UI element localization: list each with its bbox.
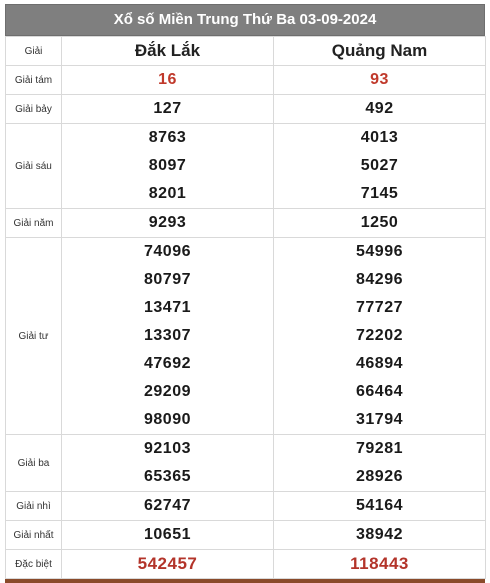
prize-cell — [274, 550, 486, 579]
special-prize-number: 542457 — [137, 554, 198, 573]
prize-number: 9293 — [148, 214, 187, 231]
prize-row-g5 — [6, 209, 486, 238]
prize-number: 492 — [365, 100, 394, 117]
prize-cell — [62, 95, 274, 124]
province-header-daklak: Đắk Lắk — [62, 37, 274, 66]
prize-number: 74096 — [144, 243, 191, 260]
prize-label: Giải tám — [6, 66, 62, 95]
prize-number: 5027 — [360, 157, 399, 174]
prize-row-g8 — [6, 66, 486, 95]
prize-number: 62747 — [144, 497, 191, 514]
prize-cell — [274, 124, 486, 209]
prize-number: 84296 — [356, 271, 403, 288]
prize-row-g7 — [6, 95, 486, 124]
prize-number: 46894 — [356, 355, 403, 372]
prize-number: 66464 — [356, 383, 403, 400]
prize-number: 8201 — [148, 185, 187, 202]
prize-number: 77727 — [356, 299, 403, 316]
prize-row-g1 — [6, 521, 486, 550]
prize-cell — [274, 521, 486, 550]
prize-column-header: Giải — [6, 37, 62, 66]
prize-cell — [62, 492, 274, 521]
prize-cell — [274, 238, 486, 435]
results-table — [5, 36, 486, 579]
prize-label: Giải nhất — [6, 521, 62, 550]
prize-cell — [62, 124, 274, 209]
prize-cell — [62, 238, 274, 435]
prize-label: Giải bảy — [6, 95, 62, 124]
lottery-results-panel — [5, 0, 485, 583]
footer-bar — [5, 579, 485, 583]
prize-cell — [62, 209, 274, 238]
prize-number: 4013 — [360, 129, 399, 146]
prize-number: 93 — [370, 71, 389, 88]
prize-number: 79281 — [356, 440, 403, 457]
prize-cell — [274, 95, 486, 124]
prize-number: 31794 — [356, 411, 403, 428]
prize-row-g2 — [6, 492, 486, 521]
prize-cell — [62, 66, 274, 95]
prize-number: 54996 — [356, 243, 403, 260]
prize-number: 13307 — [144, 327, 191, 344]
prize-row-g6 — [6, 124, 486, 209]
prize-number: 98090 — [144, 411, 191, 428]
prize-cell — [274, 435, 486, 492]
prize-number: 38942 — [356, 526, 403, 543]
prize-cell — [62, 521, 274, 550]
prize-number: 29209 — [144, 383, 191, 400]
prize-number: 8763 — [148, 129, 187, 146]
special-prize-number: 118443 — [350, 554, 409, 573]
province-header-quangnam: Quảng Nam — [274, 37, 486, 66]
header-row — [6, 37, 486, 66]
prize-number: 8097 — [148, 157, 187, 174]
prize-number: 72202 — [356, 327, 403, 344]
prize-row-g3 — [6, 435, 486, 492]
prize-number: 47692 — [144, 355, 191, 372]
prize-label: Giải sáu — [6, 124, 62, 209]
prize-number: 7145 — [360, 185, 399, 202]
prize-number: 54164 — [356, 497, 403, 514]
results-title: Xổ số Miền Trung Thứ Ba 03-09-2024 — [5, 4, 485, 36]
prize-cell — [62, 550, 274, 579]
prize-label: Đặc biệt — [6, 550, 62, 579]
prize-number: 10651 — [144, 526, 191, 543]
prize-number: 1250 — [360, 214, 399, 231]
prize-cell — [274, 66, 486, 95]
prize-cell — [274, 209, 486, 238]
prize-label: Giải ba — [6, 435, 62, 492]
prize-number: 16 — [158, 71, 177, 88]
prize-label: Giải tư — [6, 238, 62, 435]
prize-cell — [62, 435, 274, 492]
prize-number: 92103 — [144, 440, 191, 457]
prize-number: 65365 — [144, 468, 191, 485]
prize-number: 13471 — [144, 299, 191, 316]
prize-number: 28926 — [356, 468, 403, 485]
prize-number: 80797 — [144, 271, 191, 288]
prize-row-special — [6, 550, 486, 579]
prize-number: 127 — [153, 100, 182, 117]
prize-row-g4 — [6, 238, 486, 435]
prize-label: Giải nhì — [6, 492, 62, 521]
prize-label: Giải năm — [6, 209, 62, 238]
prize-cell — [274, 492, 486, 521]
